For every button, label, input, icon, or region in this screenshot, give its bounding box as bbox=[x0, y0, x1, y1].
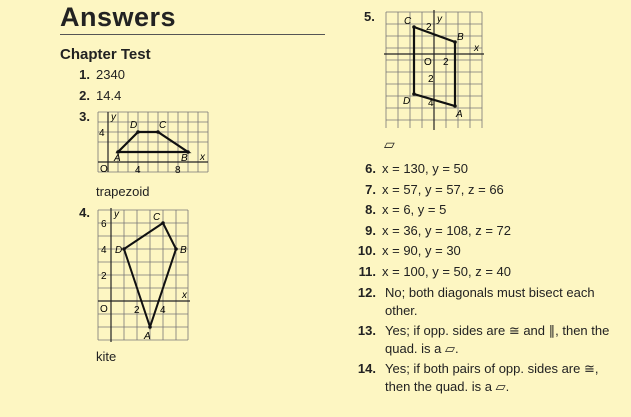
vertex-label-c: C bbox=[404, 16, 412, 27]
answer-text: x = 36, y = 108, z = 72 bbox=[382, 223, 512, 238]
answer-number: 11. bbox=[358, 264, 376, 279]
point-b bbox=[174, 247, 178, 251]
vertex-label-a: A bbox=[456, 109, 463, 120]
tick-label: 2 bbox=[426, 22, 432, 33]
y-axis-label: y bbox=[114, 209, 119, 220]
vertex-label-b: B bbox=[180, 245, 187, 256]
tick-label: 2 bbox=[101, 271, 107, 282]
answer-number: 8. bbox=[365, 202, 376, 217]
graph-parallelogram bbox=[384, 10, 484, 132]
vertex-label-d: D bbox=[115, 245, 123, 256]
answer-13-number: 13. bbox=[357, 323, 376, 338]
point-a bbox=[148, 325, 152, 329]
tick-label: 2 bbox=[443, 57, 449, 68]
page-title: Answers bbox=[60, 2, 177, 32]
vertex-label-d: D bbox=[130, 120, 138, 131]
answer-14-number: 14. bbox=[357, 361, 376, 376]
vertex-label-d: D bbox=[403, 96, 411, 107]
tick-label: 6 bbox=[101, 219, 107, 230]
answer-number: 10. bbox=[357, 243, 376, 258]
answer-10 bbox=[350, 242, 461, 260]
answer-12-number: 12. bbox=[357, 285, 376, 300]
graph-trapezoid bbox=[96, 110, 211, 182]
answer-5-number: 5. bbox=[364, 9, 375, 24]
tick-label: 4 bbox=[101, 245, 107, 256]
answer-12-text: No; both diagonals must bisect each other. bbox=[385, 285, 595, 318]
tick-label: 2 bbox=[134, 305, 140, 316]
answer-text: x = 6, y = 5 bbox=[382, 202, 447, 217]
tick-label: 8 bbox=[175, 165, 181, 176]
point-d bbox=[412, 92, 416, 96]
answer-number: 1. bbox=[79, 67, 90, 82]
tick-label: 4 bbox=[428, 98, 434, 109]
answer-14-text: Yes; if both pairs of opp. sides are ≅, then the quad. is a ▱. bbox=[385, 361, 599, 394]
answer-6 bbox=[350, 160, 468, 178]
origin-label: O bbox=[100, 304, 108, 315]
graph-kite bbox=[94, 206, 200, 346]
x-axis-label: x bbox=[182, 290, 187, 301]
section-heading: Chapter Test bbox=[60, 46, 151, 63]
answer-7 bbox=[350, 181, 504, 199]
answer-text: x = 90, y = 30 bbox=[382, 243, 461, 258]
answer-4-number bbox=[60, 204, 96, 222]
y-axis-label: y bbox=[437, 14, 442, 25]
answer-4-caption: kite bbox=[96, 349, 117, 364]
point-c bbox=[412, 25, 416, 29]
tick-label: 2 bbox=[428, 74, 434, 85]
vertex-label-a: A bbox=[114, 153, 121, 164]
answer-11 bbox=[350, 263, 511, 281]
origin-label: O bbox=[100, 164, 108, 175]
answer-text: x = 130, y = 50 bbox=[382, 161, 469, 176]
answer-1 bbox=[60, 66, 125, 84]
answer-text: 14.4 bbox=[96, 88, 122, 103]
answer-5-caption: ▱ bbox=[384, 136, 395, 152]
origin-label: O bbox=[424, 57, 432, 68]
x-axis-label: x bbox=[200, 152, 205, 163]
tick-label: 4 bbox=[160, 305, 166, 316]
answer-number: 6. bbox=[365, 161, 376, 176]
point-a bbox=[453, 104, 457, 108]
y-axis-label: y bbox=[111, 112, 116, 123]
answer-8 bbox=[350, 201, 446, 219]
answer-text: x = 57, y = 57, z = 66 bbox=[382, 182, 504, 197]
answer-number: 3. bbox=[79, 109, 90, 124]
answer-number: 2. bbox=[79, 88, 90, 103]
answer-3-caption: trapezoid bbox=[96, 184, 150, 199]
answer-9 bbox=[350, 222, 511, 240]
answer-number: 9. bbox=[365, 223, 376, 238]
vertex-label-c: C bbox=[153, 212, 161, 223]
answer-number: 4. bbox=[79, 205, 90, 220]
answer-13-text: Yes; if opp. sides are ≅ and ∥, then the quad. is a ▱. bbox=[385, 323, 610, 356]
point-d bbox=[122, 247, 126, 251]
vertex-label-b: B bbox=[181, 153, 188, 164]
answer-text: x = 100, y = 50, z = 40 bbox=[382, 264, 512, 279]
answer-3-number bbox=[60, 108, 96, 126]
tick-label: 4 bbox=[135, 165, 141, 176]
answer-number: 7. bbox=[365, 182, 376, 197]
vertex-label-b: B bbox=[457, 32, 464, 43]
point-c bbox=[161, 221, 165, 225]
vertex-label-c: C bbox=[159, 120, 167, 131]
answer-2 bbox=[60, 87, 121, 105]
answer-text: 2340 bbox=[96, 67, 125, 82]
tick-label: 4 bbox=[99, 128, 105, 139]
x-axis-label: x bbox=[474, 43, 479, 54]
title-divider bbox=[60, 34, 325, 35]
vertex-label-a: A bbox=[144, 331, 151, 342]
